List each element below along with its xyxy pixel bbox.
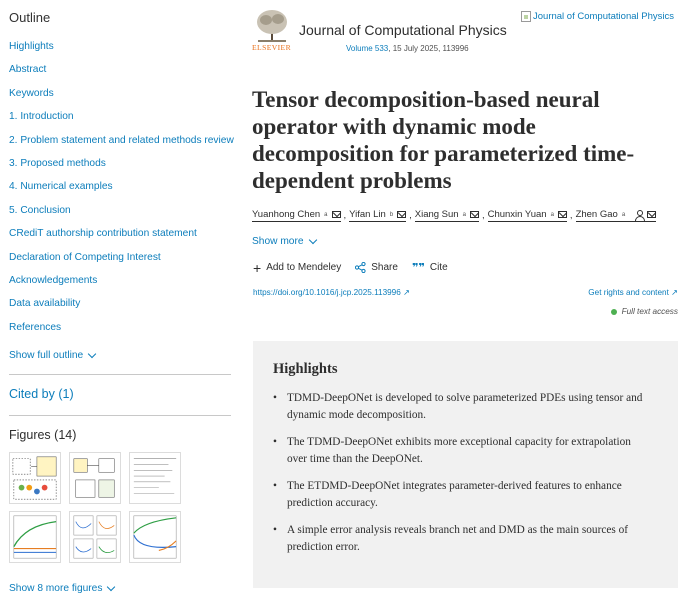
- outline-item-conclusion[interactable]: 5. Conclusion: [9, 204, 71, 216]
- sidebar: [0, 0, 232, 599]
- outline-item-keywords[interactable]: Keywords: [9, 87, 54, 99]
- external-link-icon: ↗: [671, 288, 678, 297]
- author-name: Zhen Gao: [575, 209, 618, 220]
- volume-line: [346, 44, 469, 53]
- outline-item-competing-interest[interactable]: Declaration of Competing Interest: [9, 251, 161, 263]
- access-label: Full text access: [621, 307, 678, 316]
- figure-thumbnail[interactable]: [69, 452, 121, 504]
- cite-button[interactable]: [412, 261, 448, 274]
- mail-icon: [332, 211, 341, 218]
- author-affiliation: a: [324, 211, 328, 218]
- volume-link[interactable]: Volume 533: [346, 44, 389, 53]
- volume-date: , 15 July 2025, 113996: [388, 44, 469, 53]
- outline-item-references[interactable]: References: [9, 321, 62, 333]
- author-affiliation: a: [550, 211, 554, 218]
- diagram-thumbnail-image: [10, 453, 60, 503]
- doi-row: [253, 287, 678, 297]
- highlight-item: • The ETDMD-DeepONet integrates parameter-derived features to enhance prediction accuracy.: [273, 478, 653, 512]
- outline-title: Outline: [9, 10, 51, 25]
- plus-icon: +: [253, 259, 262, 276]
- show-more-figures-button[interactable]: [9, 583, 114, 594]
- external-link-icon: ↗: [403, 288, 410, 297]
- author-name: Yuanhong Chen: [252, 209, 321, 220]
- outline-item-abstract[interactable]: Abstract: [9, 64, 47, 76]
- figure-thumbnail[interactable]: [129, 511, 181, 563]
- figures-title: Figures (14): [9, 428, 77, 442]
- outline-item-numerical-examples[interactable]: 4. Numerical examples: [9, 181, 113, 193]
- mail-icon: [397, 211, 406, 218]
- journal-name-link[interactable]: Journal of Computational Physics: [299, 22, 507, 38]
- author-name: Chunxin Yuan: [487, 209, 547, 220]
- outline-item-highlights[interactable]: Highlights: [9, 41, 54, 52]
- quote-icon: ❞❞: [411, 262, 425, 274]
- author-link[interactable]: [415, 209, 479, 222]
- chevron-down-icon: [107, 582, 115, 590]
- corresponding-author-icon: [634, 210, 644, 220]
- add-to-mendeley-button[interactable]: [253, 259, 342, 276]
- highlight-item: • The TDMD-DeepONet exhibits more exceptional capacity for extrapolation over time than the DeepONet.: [273, 434, 653, 468]
- share-label: Share: [371, 262, 398, 273]
- article-actions: [253, 261, 462, 274]
- divider: [9, 415, 231, 416]
- broken-image-icon: [521, 11, 531, 22]
- author-list: Yuanhong Chen a , Yifan Lin b , Xiang Sun a , Chunxin Yuan a , Zhen Gao a: [252, 209, 656, 222]
- author-affiliation: a: [621, 211, 626, 218]
- line-plot-thumbnail-image: [10, 512, 60, 562]
- doi-link[interactable]: [253, 287, 410, 297]
- highlight-item: • A simple error analysis reveals branch net and DMD as the main sources of prediction error.: [273, 522, 653, 556]
- outline-item-data-availability[interactable]: Data availability: [9, 298, 81, 310]
- highlight-item: • TDMD-DeepONet is developed to solve parameterized PDEs using tensor and dynamic mode decomposition.: [273, 390, 653, 424]
- figure-thumbnail[interactable]: [9, 511, 61, 563]
- doi-text: https://doi.org/10.1016/j.jcp.2025.113996: [253, 288, 401, 297]
- figure-thumbnails: [9, 452, 184, 563]
- rights-text: Get rights and content: [588, 288, 669, 297]
- outline-item-acknowledgements[interactable]: Acknowledgements: [9, 274, 98, 286]
- divider: [9, 374, 231, 375]
- access-dot-icon: [611, 309, 617, 315]
- show-full-outline-label: Show full outline: [9, 350, 84, 361]
- outline-item-proposed-methods[interactable]: 3. Proposed methods: [9, 157, 106, 169]
- author-affiliation: b: [389, 211, 394, 218]
- outline-item-credit[interactable]: CRediT authorship contribution statement: [9, 228, 197, 240]
- cited-by-link[interactable]: Cited by (1): [9, 387, 74, 401]
- figure-thumbnail[interactable]: [129, 452, 181, 504]
- mail-icon: [558, 211, 567, 218]
- outline-item-problem-statement[interactable]: 2. Problem statement and related methods review: [9, 134, 234, 146]
- access-status: [611, 307, 678, 316]
- elsevier-wordmark: ELSEVIER: [252, 43, 292, 52]
- article-title: Tensor decomposition-based neural operator with dynamic mode decomposition for parameterized time-dependent problems: [252, 87, 635, 193]
- show-more-figures-label: Show 8 more figures: [9, 583, 103, 594]
- author-name: Xiang Sun: [414, 209, 459, 220]
- outline-item-introduction[interactable]: 1. Introduction: [9, 111, 74, 123]
- line-plot-thumbnail-image: [70, 512, 120, 562]
- highlights-title: Highlights: [273, 361, 338, 377]
- figure-thumbnail[interactable]: [9, 452, 61, 504]
- diagram-thumbnail-image: [70, 453, 120, 503]
- highlights-panel: [253, 341, 678, 588]
- author-link[interactable]: [576, 209, 657, 222]
- author-name: Yifan Lin: [349, 209, 386, 220]
- show-full-outline-button[interactable]: [9, 350, 95, 361]
- cite-label: Cite: [429, 262, 448, 273]
- journal-cover-alt-text: Journal of Computational Physics: [533, 11, 674, 22]
- algorithm-thumbnail-image: [130, 453, 180, 503]
- show-more-button[interactable]: [252, 236, 316, 247]
- share-button[interactable]: [355, 262, 398, 273]
- author-link[interactable]: [252, 209, 341, 222]
- author-link[interactable]: [488, 209, 567, 222]
- chevron-down-icon: [308, 235, 316, 243]
- mail-icon: [647, 211, 656, 218]
- mail-icon: [470, 211, 479, 218]
- show-more-label: Show more: [252, 236, 304, 247]
- outline-list: [9, 40, 234, 344]
- add-to-mendeley-label: Add to Mendeley: [266, 262, 342, 273]
- highlights-list: [273, 390, 653, 566]
- chevron-down-icon: [88, 349, 96, 357]
- journal-cover-image[interactable]: [521, 9, 679, 24]
- figure-thumbnail[interactable]: [69, 511, 121, 563]
- line-plot-thumbnail-image: [130, 512, 180, 562]
- rights-link[interactable]: [588, 287, 678, 297]
- share-icon: [355, 262, 366, 273]
- author-link[interactable]: [349, 209, 406, 222]
- author-affiliation: a: [462, 211, 466, 218]
